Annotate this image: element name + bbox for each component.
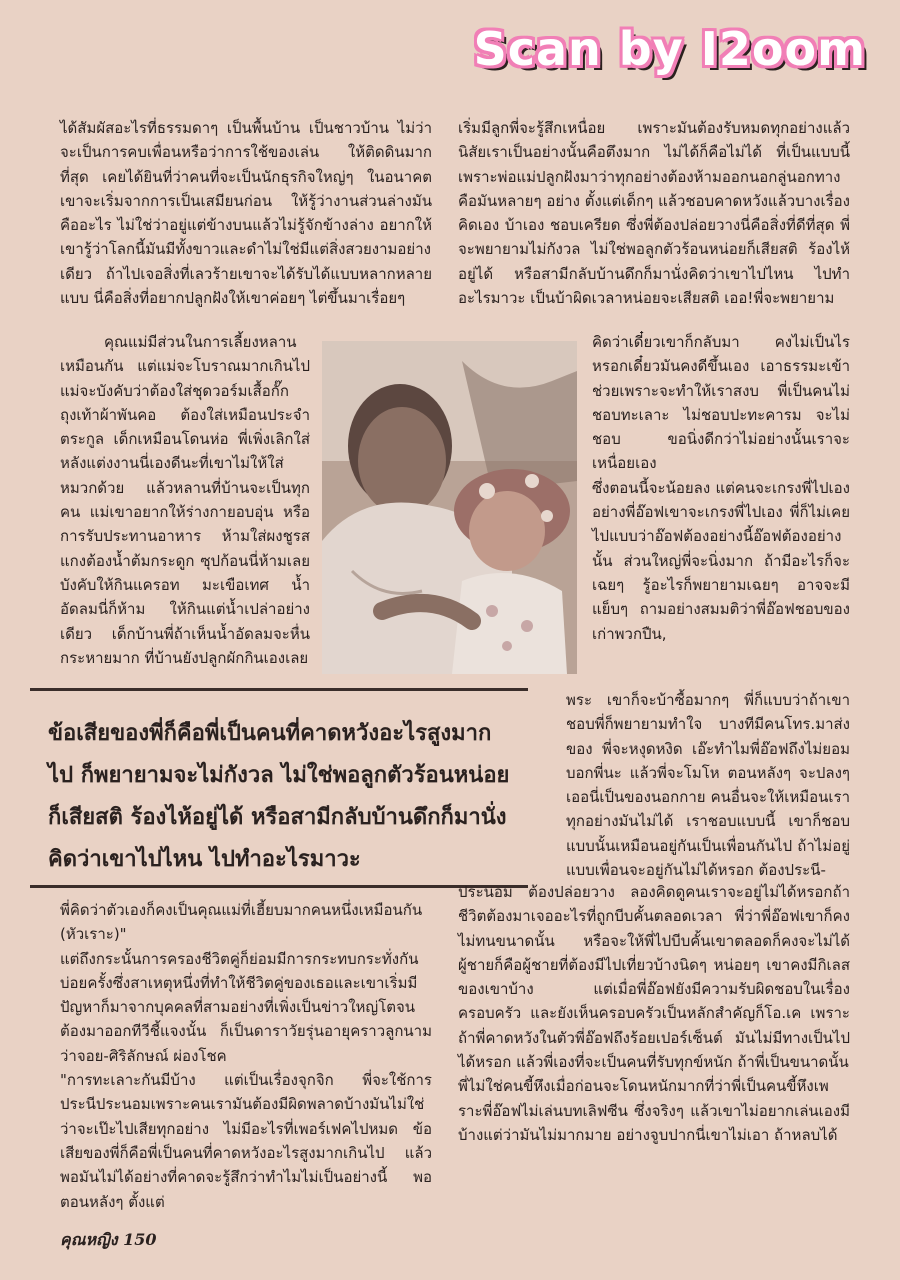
- pull-quote: [30, 688, 528, 888]
- pull-quote-text: ข้อเสียของพี่ก็คือพี่เป็นคนที่คาดหวังอะไรสูงมากไป ก็พยายามจะไม่กังวล ไม่ใช่พอลูกตัวร้อนหน่อยก็เสียสติ ร้องไห้อยู่ได้ หรือสามีกลับบ้านดึกก็มานั่งคิดว่าเขาไปไหน ไปทำอะไรมาวะ: [48, 721, 510, 872]
- paragraph: คิดว่าเดี๋ยวเขาก็กลับมา คงไม่เป็นไรหรอกเดี๋ยวมันคงดีขึ้นเอง เอาธรรมะเข้าช่วยเพราะจะทำให้เราสงบ พี่เป็นคนไม่ชอบทะเลาะ ไม่ชอบปะทะคารม จะไม่ชอบ ขอนิ่งดีกว่าไม่อย่างนั้นเราจะเหนื่อยเอง ซึ่งตอนนี้จะน้อยลง แต่คนจะเกรงพี่ไปเอง อย่างพี่อ๊อฟเขาจะเกรงพี่ไปเอง พี่ก็ไม่เคยไปแบบว่าอ๊อฟต้องอย่างนี้อ๊อฟต้องอย่างนั้น ส่วนใหญ่พี่จะนิ่งมาก ถ้ามีอะไรก็จะเฉยๆ รู้อะไรก็พยายามเฉยๆ อาจจะมีแย็บๆ ถามอย่างสมมติว่าพี่อ๊อฟชอบของเก่าพวกปืน,: [592, 333, 850, 643]
- text-column-right-bottom: [566, 688, 850, 882]
- text-column-right-mid: [592, 330, 850, 646]
- paragraph: ได้สัมผัสอะไรที่ธรรมดาๆ เป็นพื้นบ้าน เป็นชาวบ้าน ไม่ว่าจะเป็นการคบเพื่อนหรือว่าการใช้ของเล่น ให้ติดดินมากที่สุด เคยได้ยินที่ว่าคนที่จะเป็นนักธุรกิจใหญ่ๆ ในอนาคต เขาจะเริ่มจากการเป็นเสมียนก่อน ให้รู้ว่างานส่วนล่างมันคืออะไร ไม่ใช่ว่าอยู่แต่ข้างบนแล้วไม่รู้จักข้างล่าง อยากให้เขารู้ว่าโลกนี้มันมีทั้งขาวและดำไม่ใช่มีแต่สิ่งสวยงามอย่างเดียว ถ้าไปเจอสิ่งที่เลวร้ายเขาจะได้รับได้แบบหลากหลายแบบ นี่คือสิ่งที่อยากปลูกฝังให้เขาค่อยๆ ไต่ขึ้นมาเรื่อยๆ: [60, 119, 432, 308]
- photo-father-and-child: [322, 341, 577, 674]
- text-column-left-bottom: [60, 898, 432, 1214]
- page-footer: คุณหญิง 150: [60, 1230, 157, 1249]
- text-column-left-mid: [60, 330, 310, 670]
- paragraph: เริ่มมีลูกพี่จะรู้สึกเหนื่อย เพราะมันต้องรับหมดทุกอย่างแล้วนิสัยเราเป็นอย่างนั้นคือตึงมาก ไม่ได้ก็คือไม่ได้ ที่เป็นแบบนี้เพราะพ่อแม่ปลูกฝังมาว่าทุกอย่างต้องห้ามออกนอกลู่นอกทาง คือมันหลายๆ อย่าง ตั้งแต่เด็กๆ แล้วชอบคาดหวังแล้วบางเรื่องคิดเอง บ้าเอง ชอบเครียด ซึ่งพี่ต้องปล่อยวางนี่คือสิ่งที่ดีที่สุด พี่จะพยายามไม่กังวล ไม่ใช่พอลูกตัวร้อนหน่อยก็เสียสติ ร้องไห้อยู่ได้ หรือสามีกลับบ้านดึกก็มานั่งคิดว่าเขาไปไหน ไปทำอะไรมาวะ เป็นบ้าผิดเวลาหน่อยจะเสียสติ เออ!พี่จะพยายาม: [458, 119, 850, 308]
- scan-watermark: Scan by I2oom: [473, 22, 866, 76]
- photo-illustration: [322, 341, 577, 674]
- text-column-right-top: [458, 116, 850, 310]
- text-column-left-top: [60, 116, 432, 310]
- text-column-right-low: [458, 880, 850, 1147]
- paragraph: พี่คิดว่าตัวเองก็คงเป็นคุณแม่ที่เฮี้ยบมากคนหนึ่งเหมือนกัน (หัวเราะ)" แต่ถึงกระนั้นการครองชีวิตคู่ก็ย่อมมีการกระทบกระทั่งกันบ่อยครั้งซึ่งสาเหตุหนึ่งที่ทำให้ชีวิตคู่ของเธอและเขาเริ่มมีปัญหาก็มาจากบุคคลที่สามอย่างที่เพิ่งเป็นข่าวใหญ่โตจนต้องมาออกทีวีชี้แจงนั้น ก็เป็นดาราวัยรุ่นอายุคราวลูกนามว่าจอย-ศิริลักษณ์ ผ่องโชค "การทะเลาะกันมีบ้าง แต่เป็นเรื่องจุกจิก พี่จะใช้การประนีประนอมเพราะคนเรามันต้องมีผิดพลาดบ้างมันไม่ใช่ว่าจะเป๊ะไปเสียทุกอย่าง ไม่มีอะไรที่เพอร์เฟคไปหมด ข้อเสียของพี่ก็คือพี่เป็นคนที่คาดหวังอะไรสูงมากเกินไป แล้วพอมันไม่ได้อย่างที่คาดจะรู้สึกว่าทำไมไม่เป็นอย่างนี้ พอตอนหลังๆ ตั้งแต่: [60, 901, 432, 1211]
- paragraph: คุณแม่มีส่วนในการเลี้ยงหลานเหมือนกัน แต่แม่จะโบราณมากเกินไป แม่จะบังคับว่าต้องใส่ชุดวอร์มเสื้อกั๊ก ถุงเท้าผ้าพันคอ ต้องใส่เหมือนประจำตระกูล เด็กเหมือนโดนห่อ พี่เพิ่งเลิกใส่หลังแต่งงานนี่เองดีนะที่เขาไม่ให้ใส่หมวกด้วย แล้วหลานที่บ้านจะเป็นทุกคน แม่เขาอยากให้ร่างกายอบอุ่น หรือการรับประทานอาหาร ห้ามใส่ผงชูรส แกงต้องน้ำต้มกระดูก ซุปก้อนนี่ห้ามเลย บังคับให้กินแครอท มะเขือเทศ น้ำอัดลมนี่ก็ห้าม ให้กินแต่น้ำเปล่าอย่างเดียว เด็กบ้านพี่ถ้าเห็นน้ำอัดลมจะหื่นกระหายมาก ที่บ้านยังปลูกผักกินเองเลย: [60, 333, 310, 667]
- paragraph: พระ เขาก็จะบ้าซื้อมากๆ พี่ก็แบบว่าถ้าเขาชอบพี่ก็พยายามทำใจ บางทีมีคนโทร.มาส่งของ พี่จะหงุดหงิด เอ๊ะทำไมพี่อ๊อฟถึงไม่ยอมบอกพี่นะ แล้วพี่จะโมโห ตอนหลังๆ จะปลงๆ เออนี่เป็นของนอกกาย คนอื่นจะให้เหมือนเราทุกอย่างมันไม่ได้ เราชอบแบบนี้ เขาก็ชอบแบบนั้นเหมือนอยู่กันเป็นเพื่อนกันไป ถ้าไม่อยู่แบบเพื่อนจะอยู่กันไม่ได้หรอก ต้องประนี-: [566, 691, 850, 880]
- paragraph: ประนอม ต้องปล่อยวาง ลองคิดดูคนเราจะอยู่ไม่ได้หรอกถ้าชีวิตต้องมาเจออะไรที่ถูกบีบคั้นตลอดเวลา พี่ว่าพี่อ๊อฟเขาก็คงไม่ทนขนาดนั้น หรือจะให้พี่ไปบีบคั้นเขาตลอดก็คงจะไม่ได้ ผู้ชายก็คือผู้ชายที่ต้องมีไปเที่ยวบ้างนิดๆ หน่อยๆ เขาคงมีกิเลสของเขาบ้าง แต่เมื่อพี่อ๊อฟยังมีความรับผิดชอบในเรื่องครอบครัว และยังเห็นครอบครัวเป็นหลักสำคัญก็โอ.เค เพราะถ้าพี่คาดหวังในตัวพี่อ๊อฟถึงร้อยเปอร์เซ็นต์ มันไม่มีทางเป็นไปได้หรอก แล้วพี่เองที่จะเป็นคนที่รับทุกข์หนัก ถ้าพี่เป็นขนาดนั้น พี่ไม่ใช่คนขี้หึงเมื่อก่อนจะโดนหนักมากที่ว่าพี่เป็นคนขี้หึงเพราะพี่อ๊อฟไม่เล่นบทเลิฟซีน ซึ่งจริงๆ แล้วเขาไม่อยากเล่นเองมีบ้างแต่ว่ามันไม่มากมาย อย่างจูบปากนี่เขาไม่เอา ถ้าหลบได้: [458, 883, 850, 1144]
